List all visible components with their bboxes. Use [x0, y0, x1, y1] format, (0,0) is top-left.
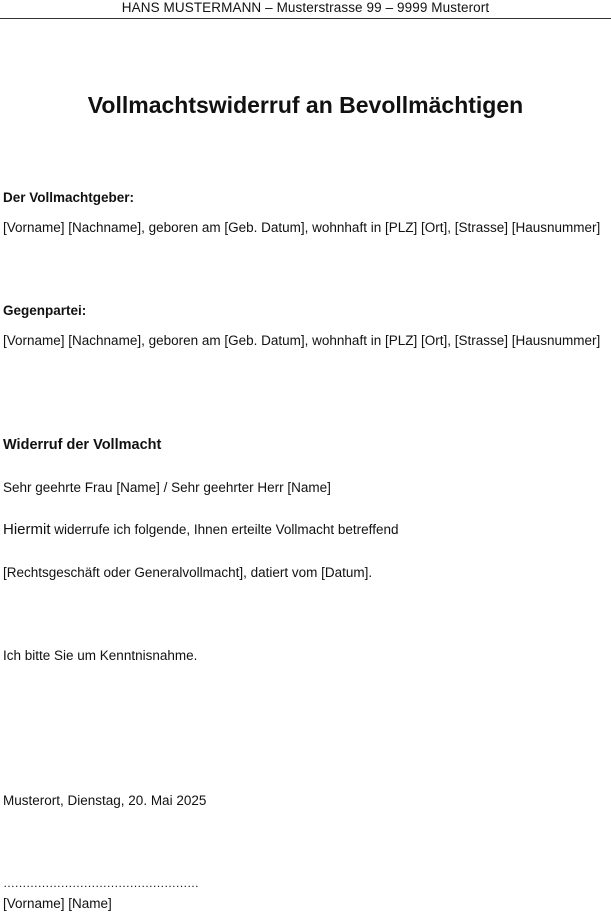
document-title: Vollmachtswiderruf an Bevollmächtigen [87, 92, 524, 118]
place-date: Musterort, Dienstag, 20. Mai 2025 [3, 793, 207, 808]
principal-label: Der Vollmachtgeber: [3, 190, 135, 205]
counterparty-label: Gegenpartei: [3, 303, 87, 318]
revocation-statement [3, 521, 398, 539]
salutation: Sehr geehrte Frau [Name] / Sehr geehrter Herr [Name] [3, 480, 331, 495]
revocation-rest: widerrufe ich folgende, Ihnen erteilte Vollmacht betreffend [50, 522, 399, 537]
principal-details: [Vorname] [Nachname], geboren am [Geb. Datum], wohnhaft in [PLZ] [Ort], [Strasse] [Hausnummer] [3, 220, 601, 235]
closing-sentence: Ich bitte Sie um Kenntnisnahme. [3, 648, 198, 663]
signature-line: …………………………………………… [3, 876, 199, 890]
section-heading-revocation: Widerruf der Vollmacht [3, 437, 162, 453]
counterparty-details: [Vorname] [Nachname], geboren am [Geb. Datum], wohnhaft in [PLZ] [Ort], [Strasse] [Hausnummer] [3, 333, 601, 348]
revocation-scope: [Rechtsgeschäft oder Generalvollmacht], datiert vom [Datum]. [3, 565, 373, 580]
revocation-first-word: Hiermit [3, 521, 51, 538]
page-header: HANS MUSTERMANN – Musterstrasse 99 – 9999 Musterort [0, 0, 611, 19]
signatory-name: [Vorname] [Name] [3, 896, 112, 911]
